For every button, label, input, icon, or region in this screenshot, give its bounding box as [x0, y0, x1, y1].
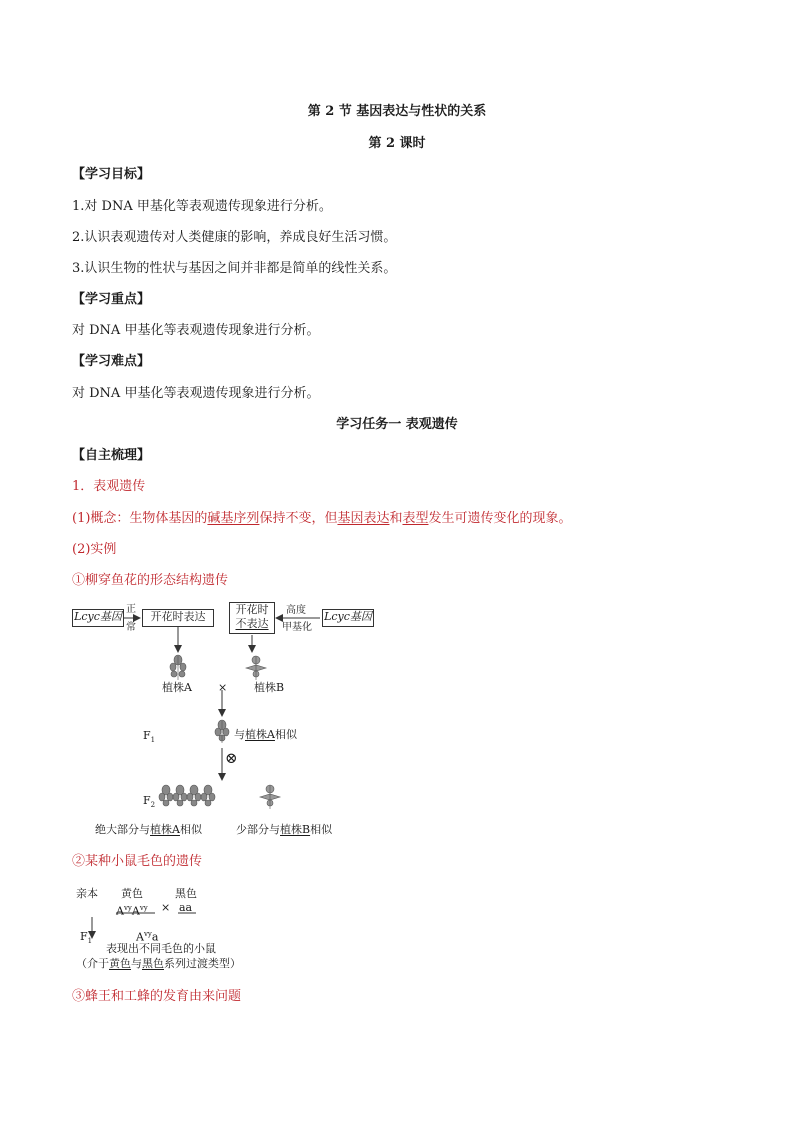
arrow-label: 正 [126, 604, 136, 615]
allele-sup: vy [139, 904, 148, 912]
page-subtitle: 第 2 课时 [368, 136, 426, 151]
gen-letter: F [80, 930, 88, 943]
gen-letter: F [143, 729, 151, 742]
selfing-symbol: ⊗ [225, 749, 238, 767]
plant-b-icon [246, 656, 266, 680]
parents-label: 亲本 [76, 887, 98, 900]
arrow-label: 常 [126, 622, 136, 633]
example-title: ③蜂王和工蜂的发育由来问题 [72, 989, 242, 1004]
expression-box: 开花时表达 [142, 609, 214, 627]
note-prefix: （介于 [76, 957, 109, 970]
key-point-text: 对 DNA 甲基化等表观遗传现象进行分析。 [72, 323, 320, 338]
goal-item: 1.对 DNA 甲基化等表观遗传现象进行分析。 [72, 199, 332, 214]
note-term: 黄色 [109, 957, 131, 970]
arrow-label: 高度 [286, 605, 306, 616]
goals-heading: 【学习目标】 [72, 167, 151, 182]
task-title: 学习任务一 表观遗传 [336, 417, 458, 432]
f2-desc-suffix: 相似 [179, 823, 202, 836]
f1-desc-suffix: 相似 [274, 728, 297, 741]
note-suffix: 系列过渡类型） [164, 957, 241, 970]
f2-desc-term: 植株B [280, 823, 311, 836]
gene-box-left: Lcyc基因 [72, 609, 124, 627]
concept-term: 表型 [402, 511, 429, 526]
plant-a-label: 植株A [162, 681, 192, 694]
f2-desc-suffix: 相似 [310, 823, 333, 836]
page-title: 第 2 节 基因表达与性状的关系 [307, 104, 487, 119]
example-title: ①柳穿鱼花的形态结构遗传 [72, 573, 229, 588]
concept-mid: 和 [389, 511, 403, 526]
yellow-label: 黄色 [121, 887, 143, 900]
plant-f1-icon [215, 720, 229, 743]
f1-desc-term: 植株A [245, 728, 275, 741]
plant-f2-b-icon [260, 785, 280, 809]
examples-label: (2)实例 [72, 542, 117, 557]
f2-label [143, 793, 155, 813]
f1-desc [234, 727, 297, 743]
key-point-heading: 【学习重点】 [72, 292, 151, 307]
cross-symbol: × [161, 901, 171, 914]
gene-box-right: Lcyc基因 [322, 609, 374, 627]
box-line: 不表达 [235, 617, 269, 630]
goal-item: 3.认识生物的性状与基因之间并非都是简单的线性关系。 [72, 261, 397, 276]
f1-label [143, 728, 155, 748]
f1-desc-prefix: 与 [234, 728, 245, 741]
f2-left-desc [95, 822, 202, 838]
difficulty-heading: 【学习难点】 [72, 354, 151, 369]
allele: A [116, 904, 124, 918]
concept-term: 基因表达 [337, 511, 390, 526]
note-mid: 与 [131, 957, 142, 970]
f1-label [80, 929, 92, 949]
difficulty-text: 对 DNA 甲基化等表观遗传现象进行分析。 [72, 386, 320, 401]
example-title: ②某种小鼠毛色的遗传 [72, 854, 203, 869]
yellow-genotype [116, 900, 148, 920]
black-genotype: aa [179, 901, 193, 914]
concept-mid: 保持不变，但 [259, 511, 338, 526]
concept-suffix: 发生可遗传变化的现象。 [428, 511, 572, 526]
mouse-note [76, 956, 241, 972]
f2-desc-prefix: 绝大部分与 [95, 823, 150, 836]
section-heading: 1．表观遗传 [72, 479, 146, 494]
self-study-heading: 【自主梳理】 [72, 448, 151, 463]
gen-sub: 1 [87, 937, 93, 946]
arrow-label: 甲基化 [282, 622, 312, 633]
f2-desc-prefix: 少部分与 [236, 823, 280, 836]
gen-letter: F [143, 794, 151, 807]
note-term: 黑色 [142, 957, 164, 970]
black-label: 黑色 [175, 887, 197, 900]
f2-desc-term: 植株A [150, 823, 180, 836]
box-line: 开花时 [235, 603, 269, 616]
allele: A [131, 904, 140, 918]
gen-sub: 1 [150, 736, 156, 745]
f2-right-desc [236, 822, 332, 838]
goal-item: 2.认识表观遗传对人类健康的影响，养成良好生活习惯。 [72, 230, 397, 245]
concept-term: 碱基序列 [207, 511, 260, 526]
plant-b-label: 植株B [254, 681, 285, 694]
mouse-f1-desc: 表现出不同毛色的小鼠 [106, 942, 216, 955]
allele: A [136, 930, 144, 944]
allele: a [151, 930, 159, 944]
gen-sub: 2 [150, 801, 156, 810]
plant-a-icon [170, 655, 186, 680]
allele-sup: vy [123, 904, 132, 912]
plant-f2-a-icons [159, 785, 215, 806]
cross-symbol: × [218, 681, 228, 694]
concept-prefix: (1)概念：生物体基因的 [72, 511, 208, 526]
allele-sup: vy [143, 930, 152, 938]
